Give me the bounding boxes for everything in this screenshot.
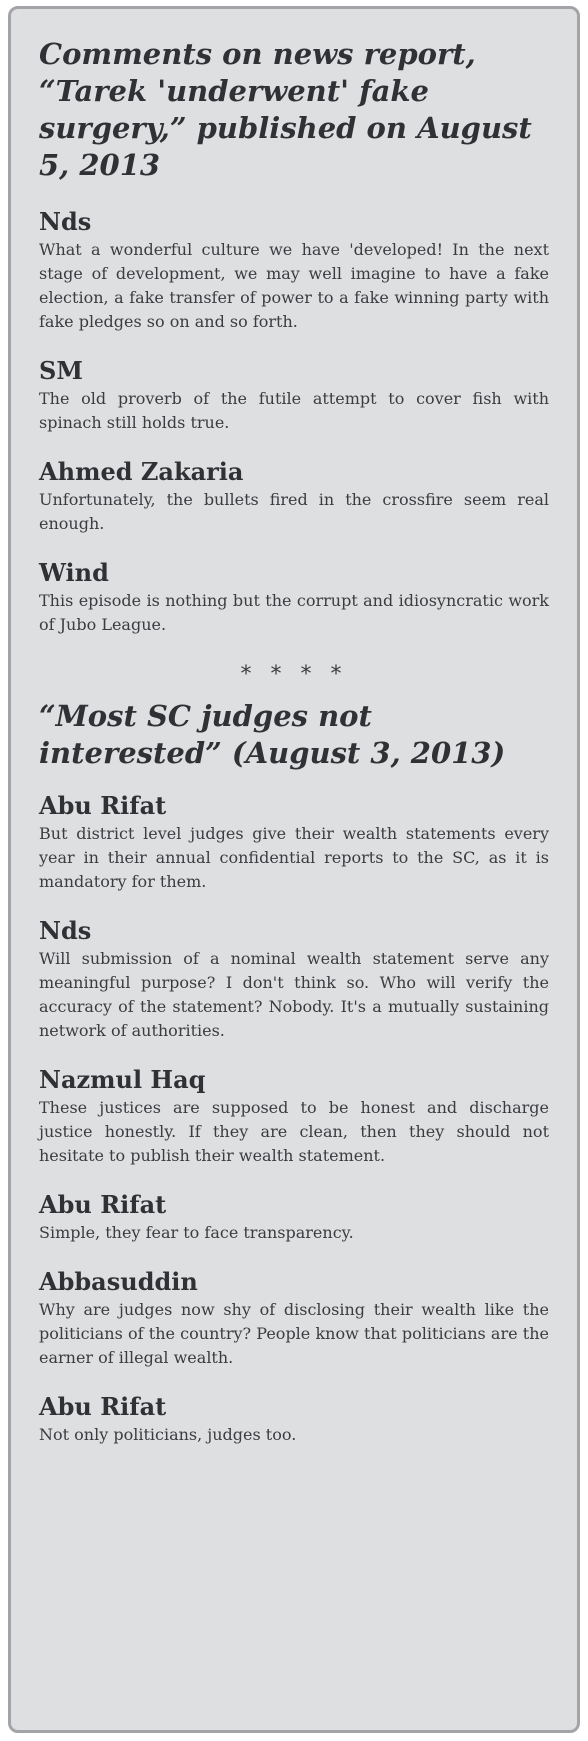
comment-author: Nds [39, 207, 92, 236]
comment [39, 208, 549, 334]
section-divider: * * * * [240, 662, 348, 687]
comment-author: SM [39, 356, 83, 385]
comment-author: Abu Rifat [39, 1190, 167, 1219]
comment-author: Wind [39, 558, 109, 587]
comment-author: Abbasuddin [39, 1267, 198, 1296]
comment [39, 792, 549, 894]
comment-text: Unfortunately, the bullets fired in the crossfire seem real enough. [39, 490, 549, 533]
comment-text: This episode is nothing but the corrupt and idiosyncratic work of Jubo League. [39, 591, 549, 634]
comment-text: Why are judges now shy of disclosing their wealth like the politicians of the country? People know that politicians are the earner of illegal wealth. [39, 1300, 549, 1367]
comment-text: Will submission of a nominal wealth statement serve any meaningful purpose? I don't think so. Who will verify the accuracy of the statement? Nobody. It's a mutually sustaining network of authorities. [39, 949, 549, 1040]
comments-panel [8, 6, 580, 1733]
comment [39, 1393, 549, 1447]
comment-text: Not only politicians, judges too. [39, 1425, 297, 1444]
comment [39, 1191, 549, 1245]
section-title: Comments on news report, “Tarek 'underwent' fake surgery,” published on August 5, 2013 [39, 37, 532, 182]
comment [39, 559, 549, 637]
comment [39, 1268, 549, 1370]
comment-text: What a wonderful culture we have 'developed! In the next stage of development, we may well imagine to have a fake election, a fake transfer of power to a fake winning party with fake pledges so on and so forth. [39, 240, 549, 331]
comment [39, 458, 549, 536]
comment-text: These justices are supposed to be honest and discharge justice honestly. If they are clean, then they should not hesitate to publish their wealth statement. [39, 1098, 549, 1165]
comment-author: Ahmed Zakaria [39, 457, 244, 486]
comment-text: The old proverb of the futile attempt to cover fish with spinach still holds true. [39, 389, 549, 432]
comment [39, 357, 549, 435]
comment-author: Nds [39, 916, 92, 945]
comment-author: Abu Rifat [39, 791, 167, 820]
comment-author: Nazmul Haq [39, 1065, 206, 1094]
comment-author: Abu Rifat [39, 1392, 167, 1421]
section-title: “Most SC judges not interested” (August 3, 2013) [39, 699, 506, 770]
comment-text: Simple, they fear to face transparency. [39, 1223, 354, 1242]
comment [39, 917, 549, 1043]
comment-text: But district level judges give their wealth statements every year in their annual confidential reports to the SC, as it is mandatory for them. [39, 824, 549, 891]
comment [39, 1066, 549, 1168]
